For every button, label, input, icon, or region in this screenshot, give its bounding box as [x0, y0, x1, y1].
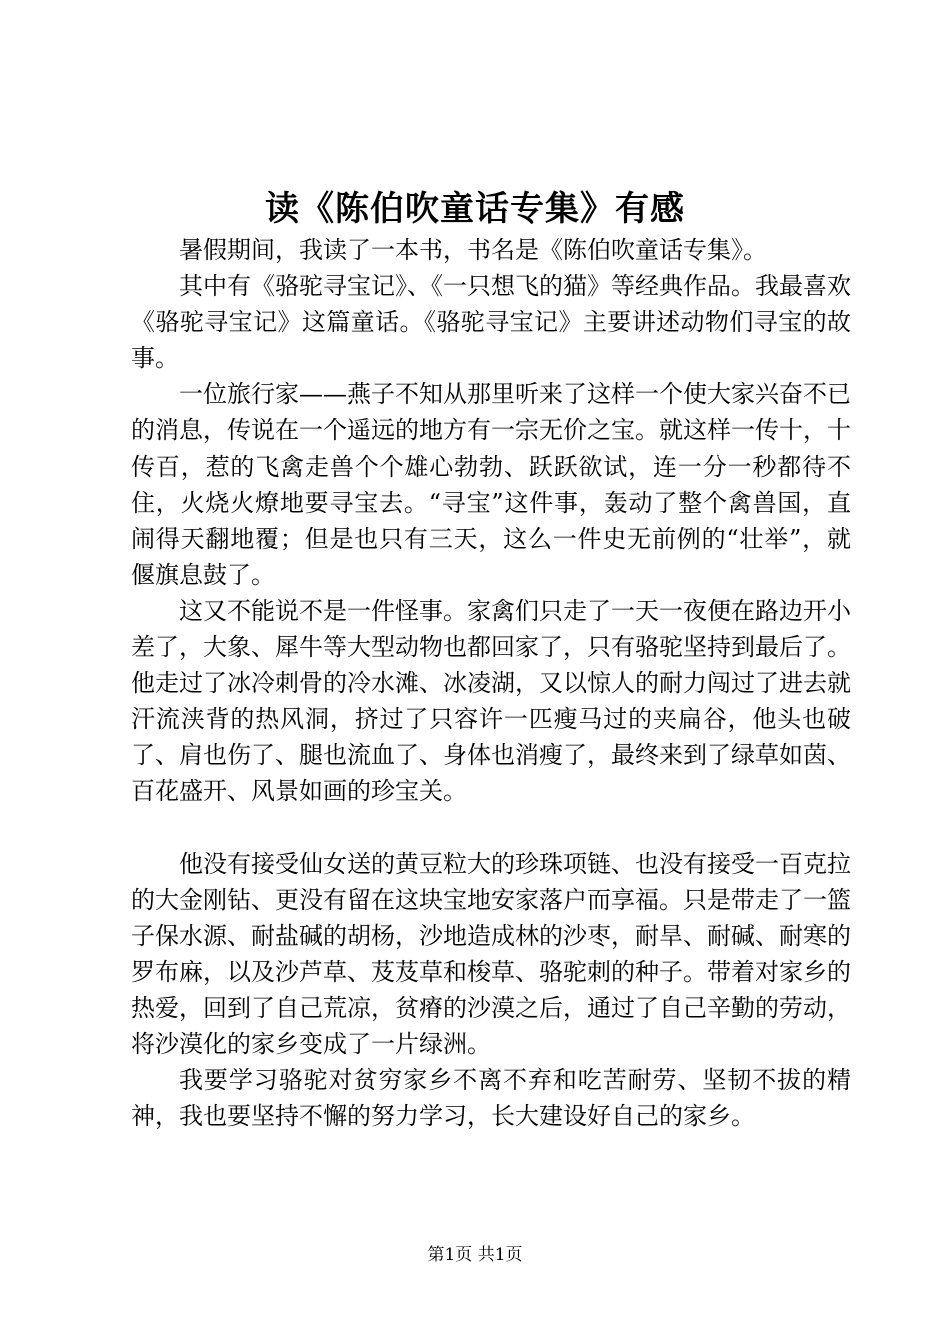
- paragraph-4: 这又不能说不是一件怪事。家禽们只走了一天一夜便在路边开小差了，大象、犀牛等大型动物也都回家了，只有骆驼坚持到最后了。他走过了冰冷刺骨的冷水滩、冰凌湖，又以惊人的耐力闯过了进去就汗流浃背的热风洞，挤过了只容许一匹瘦马过的夹扁谷，他头也破了、肩也伤了、腿也流血了、身体也消瘦了，最终来到了绿草如茵、百花盛开、风景如画的珍宝关。: [131, 596, 851, 806]
- document-body: [131, 232, 851, 1134]
- paragraph-6: 我要学习骆驼对贫穷家乡不离不弃和吃苦耐劳、坚韧不拔的精神，我也要坚持不懈的努力学习，长大建设好自己的家乡。: [131, 1066, 851, 1131]
- paragraph-1: 暑假期间，我读了一本书，书名是《陈伯吹童话专集》。: [179, 236, 767, 264]
- page-number-footer: 第1页 共1页: [427, 1245, 523, 1265]
- paragraph-3: 一位旅行家——燕子不知从那里听来了这样一个使大家兴奋不已的消息，传说在一个遥远的地方有一宗无价之宝。就这样一传十，十传百，惹的飞禽走兽个个雄心勃勃、跃跃欲试，连一分一秒都待不住，火烧火燎地要寻宝去。“寻宝”这件事，轰动了整个禽兽国，直闹得天翻地覆；但是也只有三天，这么一件史无前例的“壮举”，就偃旗息鼓了。: [131, 380, 851, 589]
- paragraph-2: 其中有《骆驼寻宝记》、《一只想飞的猫》等经典作品。我最喜欢《骆驼寻宝记》这篇童话。《骆驼寻宝记》主要讲述动物们寻宝的故事。: [131, 272, 851, 373]
- paragraph-5: 他没有接受仙女送的黄豆粒大的珍珠项链、也没有接受一百克拉的大金刚钻、更没有留在这块宝地安家落户而享福。只是带走了一篮子保水源、耐盐碱的胡杨，沙地造成林的沙枣，耐旱、耐碱、耐寒的罗布麻，以及沙芦草、芨芨草和梭草、骆驼刺的种子。带着对家乡的热爱，回到了自己荒凉，贫瘠的沙漠之后，通过了自己辛勤的劳动，将沙漠化的家乡变成了一片绿洲。: [131, 849, 851, 1058]
- document-title: 读《陈伯吹童话专集》有感: [265, 189, 685, 229]
